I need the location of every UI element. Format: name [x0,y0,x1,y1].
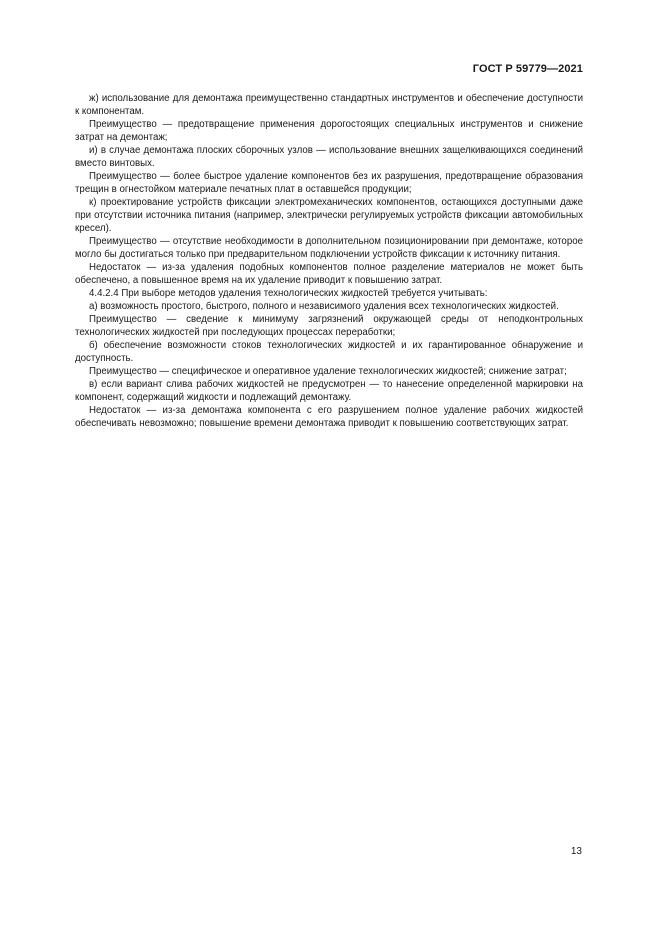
paragraph: и) в случае демонтажа плоских сборочных узлов — использование внешних защелкивающихся соединений вместо винтовых. [75,145,583,169]
clause-heading: 4.4.2.4 При выборе методов удаления технологических жидкостей требуется учитывать: [89,288,488,299]
standard-designation: ГОСТ Р 59779—2021 [472,63,583,75]
paragraph: б) обеспечение возможности стоков технологических жидкостей и их гарантированное обнаружение и доступность. [75,340,583,364]
paragraph: к) проектирование устройств фиксации электромеханических компонентов, остающихся доступными даже при отсутствии источника питания (например, электрически регулируемых устройств фиксации автомобильных кресел). [75,197,583,234]
paragraph: в) если вариант слива рабочих жидкостей не предусмотрен — то нанесение определенной маркировки на компонент, содержащий жидкости и подлежащий демонтажу. [75,379,583,403]
paragraph: Преимущество — специфическое и оперативное удаление технологических жидкостей; снижение затрат; [89,366,567,377]
paragraph: Преимущество — более быстрое удаление компонентов без их разрушения, предотвращение образования трещин в огнестойком материале печатных плат в оставшейся продукции; [75,171,583,195]
paragraph: Преимущество — отсутствие необходимости в дополнительном позиционировании при демонтаже, которое могло бы достигаться только при предварительном подключении устройств фиксации к источнику питания. [75,236,583,260]
paragraph: Недостаток — из-за демонтажа компонента с его разрушением полное удаление рабочих жидкостей обеспечивать невозможно; повышение времени демонтажа приводит к повышению соответствующих затрат. [75,405,583,429]
paragraph: Преимущество — предотвращение применения дорогостоящих специальных инструментов и снижение затрат на демонтаж; [75,119,583,143]
document-body [75,92,583,430]
page-number: 13 [570,846,582,857]
paragraph: а) возможность простого, быстрого, полного и независимого удаления всех технологических жидкостей. [89,301,559,312]
paragraph: ж) использование для демонтажа преимущественно стандартных инструментов и обеспечение доступности к компонентам. [75,93,583,117]
paragraph: Преимущество — сведение к минимуму загрязнений окружающей среды от неподконтрольных технологических жидкостей при последующих процессах переработки; [75,314,583,338]
paragraph: Недостаток — из-за удаления подобных компонентов полное разделение материалов не может быть обеспечено, а повышенное время на их удаление приводит к повышению затрат. [75,262,583,286]
